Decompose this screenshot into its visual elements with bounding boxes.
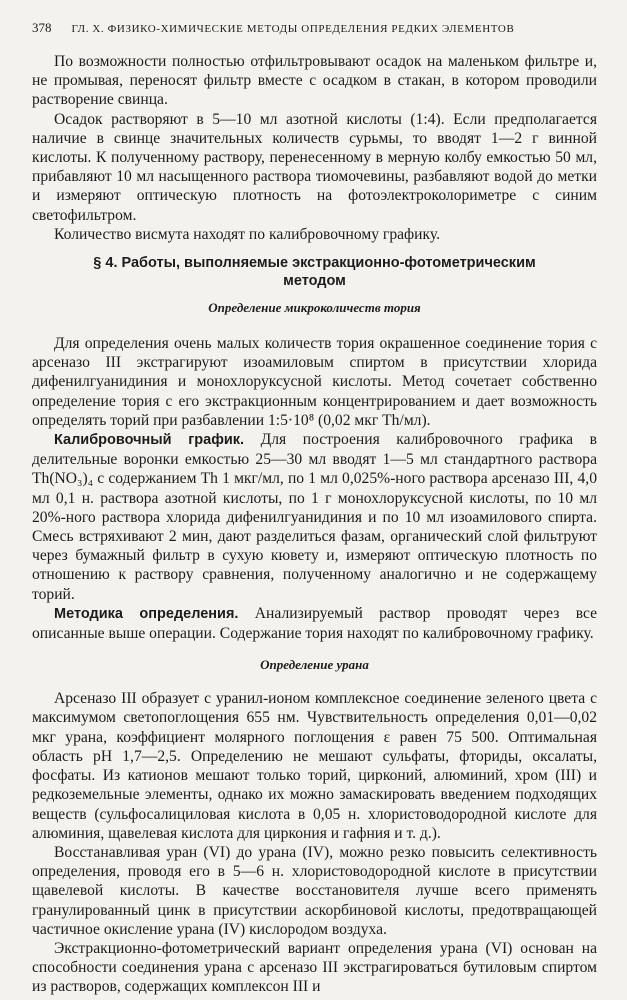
method-label: Методика определения. xyxy=(54,605,239,622)
subsection-heading-uranium: Определение урана xyxy=(260,657,369,673)
paragraph-dissolution: Осадок растворяют в 5—10 мл азотной кислоты (1:4). Если предполагается наличие в свинце значительных количеств сурьмы, то вводят 1—2 г винной кислоты. К полученному раствору, перенесенному в мерную колбу емкостью 50 мл, прибавляют 10 мл насыщенного раствора тиомочевины, разбавляют водой до метки и измеряют оптическую плотность на фотоэлектроколориметре с синим светофильтром. xyxy=(32,110,597,224)
running-title: ГЛ. X. ФИЗИКО-ХИМИЧЕСКИЕ МЕТОДЫ ОПРЕДЕЛЕНИЯ РЕДКИХ ЭЛЕМЕНТОВ xyxy=(71,23,515,35)
paragraph-calibration xyxy=(32,430,597,604)
calibration-text: Для построения калибровочного графика в делительные воронки емкостью 25—30 мл вводят 1—5 мл стандартного раствора Th(NO₃)₄ с содержанием Th 1 мкг/мл, по 1 мл 0,025%-ного раствора арсеназо III, 4,0 мл 0,1 н. раствора азотной кислоты, по 1 г монохлоруксусной кислоты, по 10 мл 20%-ного раствора хлорида дифенилгуанидиния и по 10 мл изоамилового спирта. Смесь встряхивают 2 мин, дают разделиться фазам, органический слой фильтруют через бумажный фильтр в сухую кювету и, измеряют оптическую плотность по отношению к раствору сравнения, полученному аналогично и не содержащему торий. xyxy=(32,431,597,603)
paragraph-method xyxy=(32,604,597,643)
method-text: Анализируемый раствор проводят через все описанные выше операции. Содержание тория находят по калибровочному графику. xyxy=(32,604,598,643)
calibration-label: Калибровочный график. xyxy=(54,432,245,449)
paragraph-uranium-arsenazo: Арсеназо III образует с уранил-ионом комплексное соединение зеленого цвета с максимумом светопоглощения 655 нм. Чувствительность определения 0,01—0,02 мкг урана, коэффициент молярного поглощения ε равен 75 500. Оптимальная область pH 1,7—2,5. Определению не мешают сульфаты, фториды, оксалаты, фосфаты. Из катионов мешают только торий, цирконий, алюминий, хром (III) и редкоземельные элементы, однако их можно замаскировать введением подходящих веществ (сульфосалициловая кислота в 0,05 н. хлористоводородной кислоте для алюминия, щавелевая кислота для циркония и гафния и т. д.). xyxy=(32,690,597,842)
paragraph-uranium-reduction: Восстанавливая уран (VI) до урана (IV), можно резко повысить селективность определения, проводя его в 5—6 н. хлористоводородной кислоте в присутствии щавелевой кислоты. В качестве восстановителя лучше всего применять гранулированный цинк в присутствии аскорбиновой кислоты, предотвращающей частичное окисление урана (IV) кислородом воздуха. xyxy=(32,843,597,938)
paragraph-thorium-intro: Для определения очень малых количеств тория окрашенное соединение тория с арсеназо III экстрагируют изоамиловым спиртом в присутствии хлорида дифенилгуанидиния и монохлоруксусной кислоты. Метод сочетает собственно определение тория с его экстракционным концентрированием и дает возможность определять торий при разбавлении 1:5·10⁸ (0,02 мкг Th/мл). xyxy=(32,335,597,429)
page-number: 378 xyxy=(32,20,52,35)
subsection-heading-thorium: Определение микроколичеств тория xyxy=(208,300,421,316)
paragraph-filtration: По возможности полностью отфильтровывают осадок на маленьком фильтре и, не промывая, переносят фильтр вместе с осадком в стакан, в котором проводили растворение свинца. xyxy=(32,53,597,109)
paragraph-bismuth-quantity: Количество висмута находят по калибровочному графику. xyxy=(54,225,440,243)
section-heading: § 4. Работы, выполняемые экстракционно-фотометрическим методом xyxy=(93,255,536,290)
running-header xyxy=(32,20,597,36)
paragraph-uranium-extraction: Экстракционно-фотометрический вариант определения урана (VI) основан на способности соединения урана с арсеназо III экстрагироваться бутиловым спиртом из растворов, содержащих комплексон III и xyxy=(32,939,597,996)
